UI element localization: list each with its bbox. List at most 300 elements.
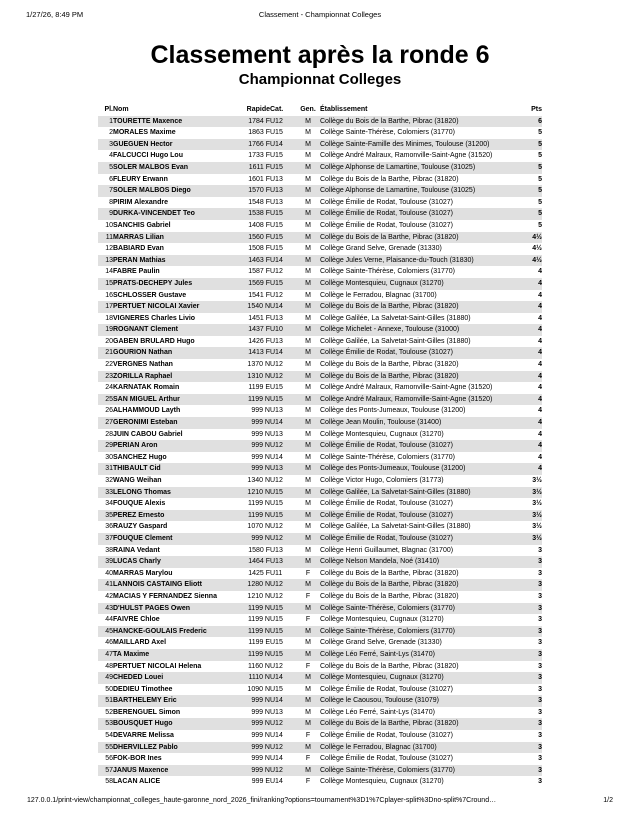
table-row (98, 243, 542, 255)
points-cell: 3 (538, 720, 542, 728)
name-cell: SCHLOSSER Gustave (113, 291, 187, 299)
rank-cell: 20 (105, 337, 113, 345)
category-cell: U15 (270, 152, 283, 160)
table-row (98, 718, 542, 730)
gender-cell: M (305, 453, 311, 461)
rating-cell: 1199 N (247, 627, 270, 635)
rank-cell: 44 (105, 616, 113, 624)
print-doc-title: Classement - Championnat Colleges (258, 10, 382, 19)
name-cell: PEREZ Ernesto (113, 511, 165, 519)
table-row (98, 475, 542, 487)
rating-cell: 999 N (251, 407, 270, 415)
gender-cell: M (305, 650, 311, 658)
category-cell: U15 (270, 245, 283, 253)
table-row (98, 116, 542, 128)
name-cell: VIGNERES Charles Livio (113, 314, 196, 322)
gender-cell: M (305, 674, 311, 682)
rank-cell: 27 (105, 419, 113, 427)
rating-cell: 1560 F (248, 233, 270, 241)
school-cell: Collège Nelson Mandela, Noé (31410) (320, 558, 440, 566)
points-cell: 3 (538, 697, 542, 705)
school-cell: Collège le Caousou, Toulouse (31079) (320, 697, 439, 705)
gender-cell: M (305, 488, 311, 496)
school-cell: Collège Émilie de Rodat, Toulouse (31027) (320, 210, 453, 218)
rank-cell: 46 (105, 639, 113, 647)
rating-cell: 1587 F (248, 268, 270, 276)
rating-cell: 1464 F (248, 558, 270, 566)
rank-cell: 22 (105, 361, 113, 369)
gender-cell: M (305, 511, 311, 519)
category-cell: U15 (270, 627, 283, 635)
name-cell: ZORILLA Raphael (113, 372, 173, 380)
rating-cell: 999 N (251, 697, 270, 705)
category-cell: U15 (270, 511, 283, 519)
table-row (98, 452, 542, 464)
gender-cell: M (305, 256, 311, 264)
category-cell: U13 (270, 465, 283, 473)
points-cell: 3½ (532, 477, 542, 484)
category-cell: U15 (270, 221, 283, 229)
school-cell: Collège Léo Ferré, Saint-Lys (31470) (320, 650, 435, 658)
rank-cell: 54 (105, 732, 113, 740)
category-cell: U14 (270, 256, 283, 264)
table-row (98, 603, 542, 615)
points-cell: 3 (538, 604, 542, 612)
gender-cell: M (305, 581, 311, 589)
name-cell: MACIAS Y FERNANDEZ Sienna (113, 592, 217, 600)
category-cell: U12 (270, 372, 283, 380)
rating-cell: 1733 F (248, 152, 270, 160)
name-cell: WANG Weihan (113, 477, 162, 484)
school-cell: Collège Montesquieu, Cugnaux (31270) (320, 616, 444, 624)
category-cell: U15 (270, 500, 283, 508)
rating-cell: 1508 F (248, 245, 270, 253)
table-row (98, 405, 542, 417)
print-header (0, 10, 640, 22)
table-row (98, 232, 542, 244)
gender-cell: M (305, 639, 311, 647)
category-cell: U12 (270, 442, 283, 450)
school-cell: Collège Léo Ferré, Saint-Lys (31470) (320, 708, 435, 716)
rating-cell: 1541 F (248, 291, 270, 299)
rating-cell: 999 N (251, 430, 270, 438)
table-row (98, 266, 542, 278)
table-row (98, 382, 542, 394)
school-cell: Collège Émilie de Rodat, Toulouse (31027) (320, 442, 453, 450)
gender-cell: F (305, 778, 311, 786)
rank-cell: 50 (105, 685, 113, 693)
rating-cell: 999 N (251, 720, 270, 728)
gender-cell: M (305, 117, 311, 125)
rank-cell: 21 (105, 349, 113, 357)
points-cell: 4 (538, 279, 542, 287)
school-cell: Collège du Bois de la Barthe, Pibrac (31820) (320, 372, 459, 380)
rank-cell: 30 (105, 453, 113, 461)
name-cell: DEDIEU Timothee (113, 685, 173, 693)
school-cell: Collège du Bois de la Barthe, Pibrac (31820) (320, 117, 459, 125)
points-cell: 3½ (532, 511, 542, 519)
category-cell: U12 (270, 662, 283, 670)
gender-cell: F (305, 662, 311, 670)
rank-cell: 7 (109, 187, 113, 195)
points-cell: 4 (538, 395, 542, 403)
name-cell: SANCHIS Gabriel (113, 221, 171, 229)
category-cell: U11 (270, 569, 283, 577)
rank-cell: 9 (109, 210, 113, 218)
name-cell: LUCAS Charly (113, 558, 161, 566)
gender-cell: M (305, 477, 311, 484)
school-cell: Collège Montesquieu, Cugnaux (31270) (320, 279, 444, 287)
rank-cell: 37 (105, 534, 113, 542)
name-cell: FABRE Paulin (113, 268, 160, 276)
gender-cell: F (305, 755, 311, 763)
category-cell: U13 (270, 558, 283, 566)
gender-cell: M (305, 743, 311, 751)
points-cell: 3½ (532, 523, 542, 531)
name-cell: FAIVRE Chloe (113, 616, 160, 624)
school-cell: Collège du Bois de la Barthe, Pibrac (31820) (320, 303, 459, 311)
rank-cell: 32 (105, 477, 113, 484)
rank-cell: 42 (105, 592, 113, 600)
name-cell: MARRAS Lilian (113, 233, 164, 241)
school-cell: Collège Victor Hugo, Colomiers (31773) (320, 477, 444, 484)
rating-cell: 999 N (251, 766, 270, 774)
rating-cell: 1210 N (247, 592, 270, 600)
name-cell: PRATS-DECHEPY Jules (113, 279, 193, 287)
school-cell: Collège Galilée, La Salvetat-Saint-Gilles (31880) (320, 488, 471, 496)
rank-cell: 11 (105, 233, 113, 241)
school-cell: Collège Montesquieu, Cugnaux (31270) (320, 674, 444, 682)
rating-cell: 1611 F (248, 163, 270, 171)
rank-cell: 18 (105, 314, 113, 322)
category-cell: U15 (270, 129, 283, 137)
table-row (98, 208, 542, 220)
gender-cell: M (305, 279, 311, 287)
column-header-points: Pts (531, 106, 542, 113)
rating-cell: 1570 F (248, 187, 270, 195)
table-row (98, 185, 542, 197)
school-cell: Collège des Ponts-Jumeaux, Toulouse (31200) (320, 407, 466, 415)
school-cell: Collège Émilie de Rodat, Toulouse (31027) (320, 500, 453, 508)
category-cell: U13 (270, 337, 283, 345)
rank-cell: 56 (105, 755, 113, 763)
table-row (98, 521, 542, 533)
name-cell: PIRIM Alexandre (113, 198, 168, 206)
name-cell: BARTHELEMY Eric (113, 697, 177, 705)
rating-cell: 1090 N (247, 685, 270, 693)
rating-cell: 1413 F (248, 349, 270, 357)
rank-cell: 28 (105, 430, 113, 438)
rating-cell: 1408 F (248, 221, 270, 229)
rating-cell: 1540 N (247, 303, 270, 311)
rank-cell: 29 (105, 442, 113, 450)
school-cell: Collège le Ferradou, Blagnac (31700) (320, 291, 437, 299)
school-cell: Collège Sainte-Thérèse, Colomiers (31770) (320, 766, 456, 774)
name-cell: MARRAS Marylou (113, 569, 173, 577)
table-row (98, 394, 542, 406)
points-cell: 5 (538, 187, 542, 195)
rating-cell: 999 N (251, 419, 270, 427)
table-row (98, 579, 542, 591)
name-cell: RAINA Vedant (113, 546, 160, 554)
rank-cell: 23 (105, 372, 113, 380)
gender-cell: M (305, 697, 311, 705)
school-cell: Collège Galilée, La Salvetat-Saint-Gilles (31880) (320, 314, 471, 322)
rank-cell: 45 (105, 627, 113, 635)
rating-cell: 999 N (251, 743, 270, 751)
points-cell: 4 (538, 314, 542, 322)
rating-cell: 999 N (251, 442, 270, 450)
points-cell: 3 (538, 766, 542, 774)
category-cell: U14 (270, 674, 283, 682)
school-cell: Collège Grand Selve, Grenade (31330) (320, 639, 442, 647)
rating-cell: 1766 F (248, 140, 270, 148)
column-header-place: Pl. (104, 106, 113, 113)
column-header-gender: Gen. (300, 106, 316, 113)
category-cell: U13 (270, 407, 283, 415)
column-header-rating: Rapide (246, 106, 270, 113)
gender-cell: M (305, 268, 311, 276)
points-cell: 4½ (532, 245, 542, 253)
name-cell: GERONIMI Esteban (113, 419, 178, 427)
category-cell: U12 (270, 291, 283, 299)
gender-cell: M (305, 407, 311, 415)
points-cell: 3 (538, 616, 542, 624)
school-cell: Collège du Bois de la Barthe, Pibrac (31820) (320, 233, 459, 241)
gender-cell: M (305, 604, 311, 612)
rating-cell: 999 N (251, 453, 270, 461)
name-cell: SAN MIGUEL Arthur (113, 395, 180, 403)
school-cell: Collège le Ferradou, Blagnac (31700) (320, 743, 437, 751)
gender-cell: M (305, 534, 311, 542)
category-cell: U15 (270, 395, 283, 403)
rating-cell: 1548 F (248, 198, 270, 206)
name-cell: JUIN CABOU Gabriel (113, 430, 183, 438)
table-row (98, 359, 542, 371)
points-cell: 3½ (532, 534, 542, 542)
rating-cell: 1280 N (247, 581, 270, 589)
name-cell: VERGNES Nathan (113, 361, 173, 369)
school-cell: Collège Sainte-Thérèse, Colomiers (31770) (320, 627, 456, 635)
category-cell: U12 (270, 534, 283, 542)
gender-cell: M (305, 372, 311, 380)
category-cell: U12 (270, 720, 283, 728)
table-row (98, 591, 542, 603)
rank-cell: 5 (109, 163, 113, 171)
gender-cell: M (305, 546, 311, 554)
points-cell: 5 (538, 140, 542, 148)
school-cell: Collège Michelet - Annexe, Toulouse (31000) (320, 326, 460, 334)
category-cell: U15 (270, 488, 283, 496)
table-row (98, 290, 542, 302)
name-cell: LANNOIS CASTAING Eliott (113, 581, 202, 589)
name-cell: SANCHEZ Hugo (113, 453, 167, 461)
rating-cell: 1863 F (248, 129, 270, 137)
table-row (98, 533, 542, 545)
column-header-name: Nom (113, 106, 129, 113)
points-cell: 3 (538, 674, 542, 682)
rank-cell: 1 (109, 117, 113, 125)
rank-cell: 25 (105, 395, 113, 403)
gender-cell: M (305, 465, 311, 473)
school-cell: Collège Sainte-Thérèse, Colomiers (31770) (320, 268, 456, 276)
school-cell: Collège Émilie de Rodat, Toulouse (31027) (320, 198, 453, 206)
gender-cell: M (305, 627, 311, 635)
rating-cell: 1160 N (247, 662, 270, 670)
gender-cell: M (305, 303, 311, 311)
points-cell: 3 (538, 627, 542, 635)
gender-cell: M (305, 361, 311, 369)
column-header-school: Établissement (320, 106, 368, 113)
rank-cell: 15 (105, 279, 113, 287)
school-cell: Collège Sainte-Famille des Minimes, Toulouse (31200) (320, 140, 490, 148)
name-cell: TOURETTE Maxence (113, 117, 183, 125)
rank-cell: 58 (105, 778, 113, 786)
table-row (98, 649, 542, 661)
school-cell: Collège du Bois de la Barthe, Pibrac (31820) (320, 662, 459, 670)
rank-cell: 51 (105, 697, 113, 705)
table-row (98, 695, 542, 707)
ranking-table-body (98, 116, 542, 788)
name-cell: GABEN BRULARD Hugo (113, 337, 195, 345)
rank-cell: 12 (105, 245, 113, 253)
school-cell: Collège Sainte-Thérèse, Colomiers (31770) (320, 453, 456, 461)
rating-cell: 1110 N (248, 674, 270, 682)
gender-cell: M (305, 500, 311, 508)
page-indicator: 1/2 (603, 797, 613, 804)
rating-cell: 999 E (251, 778, 270, 786)
table-row (98, 150, 542, 162)
gender-cell: M (305, 187, 311, 195)
gender-cell: M (305, 140, 311, 148)
ranking-table (98, 104, 542, 788)
school-cell: Collège André Malraux, Ramonville-Saint-Agne (31520) (320, 384, 493, 392)
table-row (98, 371, 542, 383)
rating-cell: 1199 N (247, 395, 270, 403)
gender-cell: M (305, 349, 311, 357)
name-cell: LELONG Thomas (113, 488, 171, 496)
points-cell: 4 (538, 465, 542, 473)
school-cell: Collège Émilie de Rodat, Toulouse (31027) (320, 221, 453, 229)
points-cell: 5 (538, 198, 542, 206)
rating-cell: 1426 F (248, 337, 270, 345)
table-row (98, 498, 542, 510)
rank-cell: 2 (109, 129, 113, 137)
points-cell: 5 (538, 163, 542, 171)
table-row (98, 765, 542, 777)
rank-cell: 8 (109, 198, 113, 206)
name-cell: PERTUET NICOLAI Helena (113, 662, 202, 670)
points-cell: 3 (538, 732, 542, 740)
category-cell: U12 (270, 477, 283, 484)
rank-cell: 34 (105, 500, 113, 508)
rank-cell: 53 (105, 720, 113, 728)
points-cell: 4½ (532, 256, 542, 264)
school-cell: Collège Galilée, La Salvetat-Saint-Gilles (31880) (320, 523, 471, 531)
table-header-row (98, 104, 542, 116)
gender-cell: F (305, 592, 311, 600)
rank-cell: 47 (105, 650, 113, 658)
points-cell: 4 (538, 419, 542, 427)
table-row (98, 220, 542, 232)
table-row (98, 301, 542, 313)
name-cell: PERIAN Aron (113, 442, 158, 450)
points-cell: 5 (538, 221, 542, 229)
school-cell: Collège Montesquieu, Cugnaux (31270) (320, 778, 444, 786)
rating-cell: 1340 N (247, 477, 270, 484)
points-cell: 4 (538, 384, 542, 392)
gender-cell: M (305, 198, 311, 206)
category-cell: U14 (270, 140, 283, 148)
name-cell: BOUSQUET Hugo (113, 720, 173, 728)
category-cell: U14 (270, 453, 283, 461)
category-cell: U14 (270, 419, 283, 427)
category-cell: U14 (270, 697, 283, 705)
rank-cell: 26 (105, 407, 113, 415)
footer-url: 127.0.0.1/print-view/championnat_colleges_haute-garonne_nord_2026_fini/ranking?options=tournament%3D1%7Cplayer-split%3Dno-split%7Cround… (27, 797, 497, 804)
rating-cell: 1199 E (248, 384, 270, 392)
rank-cell: 31 (105, 465, 113, 473)
gender-cell: M (305, 326, 311, 334)
name-cell: MORALES Maxime (113, 129, 176, 137)
points-cell: 4 (538, 372, 542, 380)
rating-cell: 999 N (251, 755, 270, 763)
table-row (98, 672, 542, 684)
name-cell: KARNATAK Romain (113, 384, 180, 392)
gender-cell: M (305, 221, 311, 229)
school-cell: Collège Jean Moulin, Toulouse (31400) (320, 419, 442, 427)
table-row (98, 510, 542, 522)
name-cell: FOUQUE Clement (113, 534, 173, 542)
table-row (98, 127, 542, 139)
name-cell: LACAN ALICE (113, 778, 161, 786)
name-cell: THIBAULT Cid (113, 465, 161, 473)
rank-cell: 38 (105, 546, 113, 554)
table-row (98, 707, 542, 719)
category-cell: U12 (270, 117, 283, 125)
rating-cell: 1199 N (247, 511, 270, 519)
category-cell: U12 (270, 592, 283, 600)
category-cell: U12 (270, 268, 283, 276)
table-row (98, 776, 542, 788)
gender-cell: M (305, 163, 311, 171)
category-cell: U13 (270, 198, 283, 206)
rank-cell: 39 (105, 558, 113, 566)
name-cell: DHERVILLEZ Pablo (113, 743, 178, 751)
gender-cell: M (305, 430, 311, 438)
category-cell: U13 (270, 708, 283, 716)
points-cell: 3 (538, 708, 542, 716)
rating-cell: 1370 N (247, 361, 270, 369)
gender-cell: M (305, 442, 311, 450)
school-cell: Collège du Bois de la Barthe, Pibrac (31820) (320, 175, 459, 183)
category-cell: U12 (270, 523, 283, 531)
gender-cell: M (305, 685, 311, 693)
category-cell: U15 (270, 650, 283, 658)
points-cell: 3½ (532, 500, 542, 508)
print-date: 1/27/26, 8:49 PM (26, 10, 84, 19)
points-cell: 4 (538, 291, 542, 299)
school-cell: Collège Émilie de Rodat, Toulouse (31027) (320, 755, 453, 763)
rank-cell: 49 (105, 674, 113, 682)
table-row (98, 336, 542, 348)
category-cell: U14 (270, 349, 283, 357)
points-cell: 5 (538, 175, 542, 183)
table-row (98, 730, 542, 742)
gender-cell: M (305, 720, 311, 728)
table-row (98, 487, 542, 499)
rank-cell: 14 (105, 268, 113, 276)
